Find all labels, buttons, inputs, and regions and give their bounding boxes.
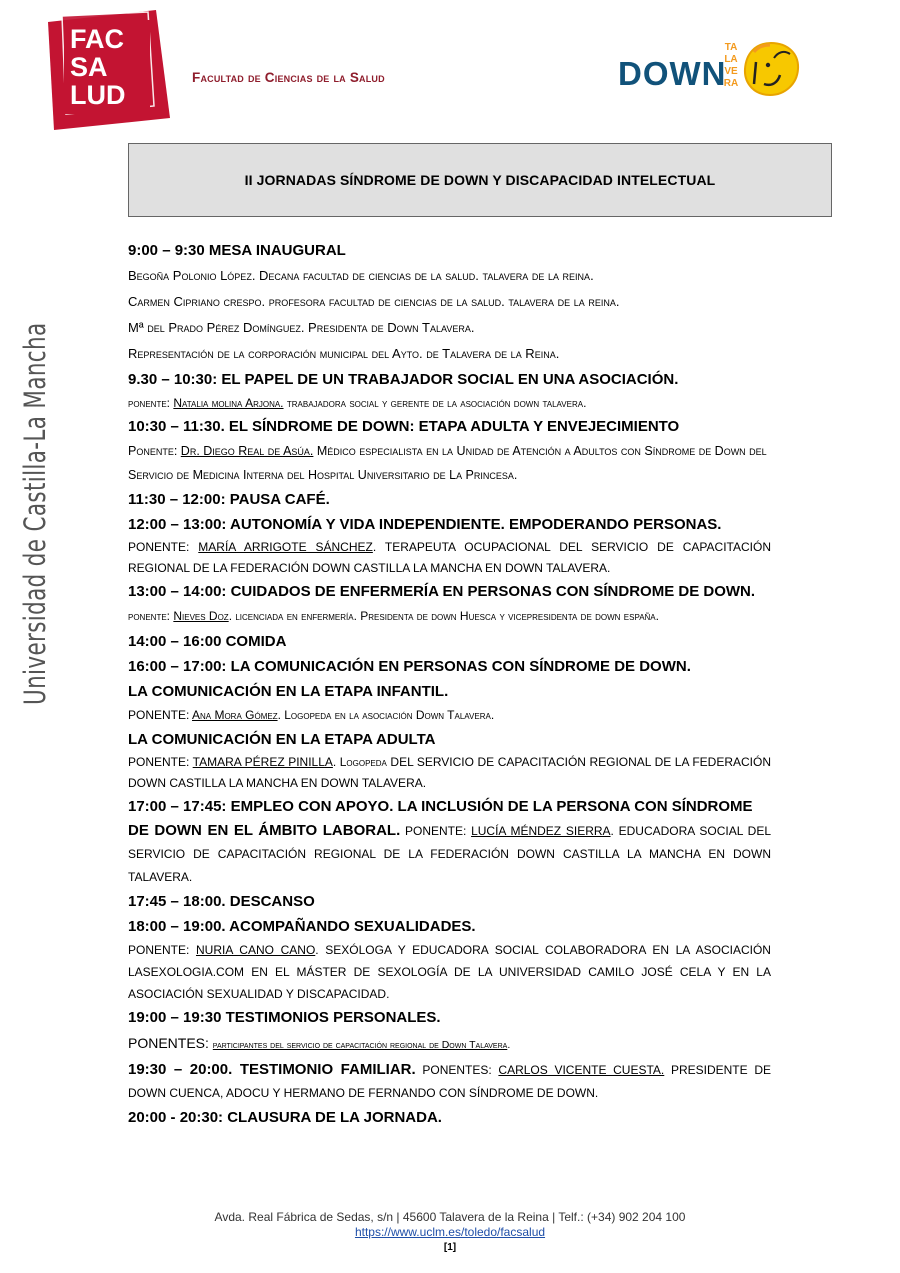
- faculty-name: Facultad de Ciencias de la Salud: [192, 70, 385, 85]
- facsalud-logo-line-2: SA: [70, 52, 108, 82]
- talavera-ra: RA: [723, 78, 739, 89]
- speaker-label: Ponente:: [128, 444, 181, 458]
- speaker-name: LUCÍA MÉNDEZ SIERRA: [471, 824, 611, 838]
- speaker-line: [128, 604, 771, 629]
- speaker-line: [128, 752, 771, 794]
- session-heading: 18:00 – 19:00. ACOMPAÑANDO SEXUALIDADES.: [128, 918, 476, 935]
- speaker-description: PRESIDENTE DE DOWN CUENCA, ADOCU Y HERMANO DE FERNANDO CON SÍNDROME DE DOWN.: [128, 1063, 772, 1100]
- speaker-label: PONENTES:: [128, 1035, 213, 1051]
- inaugural-member: Carmen Cipriano crespo. profesora facultad de ciencias de la salud. talavera de la reina.: [128, 294, 620, 309]
- talavera-ve: VE: [724, 66, 738, 77]
- program: [128, 238, 771, 1130]
- speaker-name: Natalia molina Arjona.: [173, 396, 284, 410]
- speaker-description: . TERAPEUTA OCUPACIONAL DEL SERVICIO DE CAPACITACIÓN REGIONAL DE LA FEDERACIÓN DOWN CASTILLA LA MANCHA EN DOWN TALAVERA.: [128, 540, 771, 575]
- speaker-description: . Logopeda DEL SERVICIO DE CAPACITACIÓN REGIONAL DE LA FEDERACIÓN DOWN CASTILLA LA MANCHA EN DOWN TALAVERA.: [128, 755, 771, 790]
- university-vertical-label: Universidad de Castilla-La Mancha: [18, 322, 52, 705]
- speaker-description: . Logopeda en la asociación Down Talavera.: [277, 708, 495, 722]
- speaker-name: CARLOS VICENTE CUESTA.: [498, 1063, 665, 1077]
- session-heading: 20:00 - 20:30: CLAUSURA DE LA JORNADA.: [128, 1109, 442, 1126]
- speaker-line: [128, 1030, 771, 1058]
- speaker-description: . EDUCADORA SOCIAL DEL SERVICIO DE CAPACITACIÓN REGIONAL DE LA FEDERACIÓN DOWN CASTILLA LA MANCHA EN DOWN TALAVERA.: [128, 824, 771, 884]
- session-heading: 9.30 – 10:30: EL PAPEL DE UN TRABAJADOR SOCIAL EN UNA ASOCIACIÓN.: [128, 371, 679, 388]
- speaker-label: PONENTE:: [400, 824, 472, 838]
- session-heading: 9:00 – 9:30 MESA INAUGURAL: [128, 242, 346, 259]
- speaker-line: [128, 1058, 771, 1105]
- facsalud-logo: [44, 10, 170, 130]
- session-heading: 10:30 – 11:30. EL SÍNDROME DE DOWN: ETAPA ADULTA Y ENVEJECIMIENTO: [128, 418, 680, 435]
- speaker-line: [128, 392, 771, 414]
- speaker-label: PONENTES:: [415, 1063, 499, 1077]
- session-heading: 19:00 – 19:30 TESTIMONIOS PERSONALES.: [128, 1009, 441, 1026]
- session-heading: 11:30 – 12:00: PAUSA CAFÉ.: [128, 491, 330, 508]
- speaker-label: ponente:: [128, 609, 174, 623]
- speaker-line: [128, 704, 771, 727]
- speaker-line: [128, 819, 771, 889]
- talavera-la: LA: [724, 54, 738, 65]
- facsalud-logo-line-3: LUD: [70, 80, 126, 110]
- inaugural-member: Mª del Prado Pérez Domínguez. Presidenta de Down Talavera.: [128, 320, 475, 335]
- facsalud-logo-line-1: FAC: [70, 24, 124, 54]
- speaker-label: ponente:: [128, 396, 174, 410]
- session-subheading: LA COMUNICACIÓN EN LA ETAPA ADULTA: [128, 731, 436, 748]
- speaker-name: MARÍA ARRIGOTE SÁNCHEZ: [198, 540, 373, 554]
- event-title: II JORNADAS SÍNDROME DE DOWN Y DISCAPACIDAD INTELECTUAL: [244, 172, 716, 188]
- session-heading: 17:00 – 17:45: EMPLEO CON APOYO. LA INCLUSIÓN DE LA PERSONA CON SÍNDROME: [128, 798, 753, 815]
- speaker-line: [128, 537, 771, 579]
- speaker-line: [128, 439, 771, 487]
- speaker-name: TAMARA PÉREZ PINILLA: [192, 755, 333, 769]
- session-heading: 12:00 – 13:00: AUTONOMÍA Y VIDA INDEPENDIENTE. EMPODERANDO PERSONAS.: [128, 516, 722, 533]
- speaker-name: participantes del servicio de capacitación regional de Down Talavera: [212, 1039, 508, 1051]
- talavera-ta: TA: [724, 42, 738, 53]
- down-talavera-smiley-icon: [740, 40, 802, 98]
- session-heading: 13:00 – 14:00: CUIDADOS DE ENFERMERÍA EN PERSONAS CON SÍNDROME DE DOWN.: [128, 583, 756, 600]
- speaker-label: PONENTE:: [128, 540, 199, 554]
- speaker-name: NURIA CANO CANO: [195, 943, 316, 957]
- down-logo-word: DOWN: [618, 55, 727, 92]
- footer-url-link[interactable]: https://www.uclm.es/toledo/facsalud: [354, 1225, 546, 1239]
- page-number: [1]: [443, 1242, 457, 1253]
- speaker-name: Dr. Diego Real de Asúa.: [180, 444, 314, 458]
- inaugural-member: Begoña Polonio López. Decana facultad de ciencias de la salud. talavera de la reina.: [128, 268, 594, 283]
- speaker-description: Médico especialista en la Unidad de Atención a Adultos con Síndrome de Down del Servicio de Medicina Interna del Hospital Universitario de La Princesa.: [128, 444, 767, 482]
- speaker-label: PONENTE:: [128, 943, 196, 957]
- footer: [0, 1210, 900, 1255]
- speaker-description: . licenciada en enfermería. Presidenta de down Huesca y vicepresidenta de down españa.: [228, 609, 659, 623]
- session-heading: 17:45 – 18:00. DESCANSO: [128, 893, 315, 910]
- speaker-label: PONENTE:: [128, 708, 193, 722]
- speaker-line: [128, 939, 771, 1005]
- down-talavera-logo: [618, 40, 808, 102]
- speaker-description: trabajadora social y gerente de la asociación down talavera.: [283, 396, 587, 410]
- session-subheading: LA COMUNICACIÓN EN LA ETAPA INFANTIL.: [128, 683, 449, 700]
- talavera-stack: [721, 42, 741, 90]
- speaker-name: Nieves Doz: [173, 609, 229, 623]
- session-heading: 16:00 – 17:00: LA COMUNICACIÓN EN PERSONAS CON SÍNDROME DE DOWN.: [128, 658, 691, 675]
- speaker-description: .: [507, 1039, 511, 1051]
- footer-address: Avda. Real Fábrica de Sedas, s/n | 45600 Talavera de la Reina | Telf.: (+34) 902 204 100: [214, 1210, 686, 1224]
- session-heading: 19:30 – 20:00. TESTIMONIO FAMILIAR.: [128, 1061, 416, 1078]
- speaker-name: Ana Mora Gómez: [192, 708, 278, 722]
- session-heading-continuation: DE DOWN EN EL ÁMBITO LABORAL.: [128, 822, 401, 839]
- speaker-description: . SEXÓLOGA Y EDUCADORA SOCIAL COLABORADORA EN LA ASOCIACIÓN LASEXOLOGIA.COM EN EL MÁSTER DE SEXOLOGÍA DE LA UNIVERSIDAD CAMILO JOSÉ CELA Y EN LA ASOCIACIÓN SEXUALIDAD Y DISCAPACIDAD.: [128, 943, 771, 1001]
- session-heading: 14:00 – 16:00 COMIDA: [128, 633, 287, 650]
- inaugural-member: Representación de la corporación municipal del Ayto. de Talavera de la Reina.: [128, 346, 560, 361]
- event-title-box: [128, 143, 832, 217]
- speaker-label: PONENTE:: [128, 755, 193, 769]
